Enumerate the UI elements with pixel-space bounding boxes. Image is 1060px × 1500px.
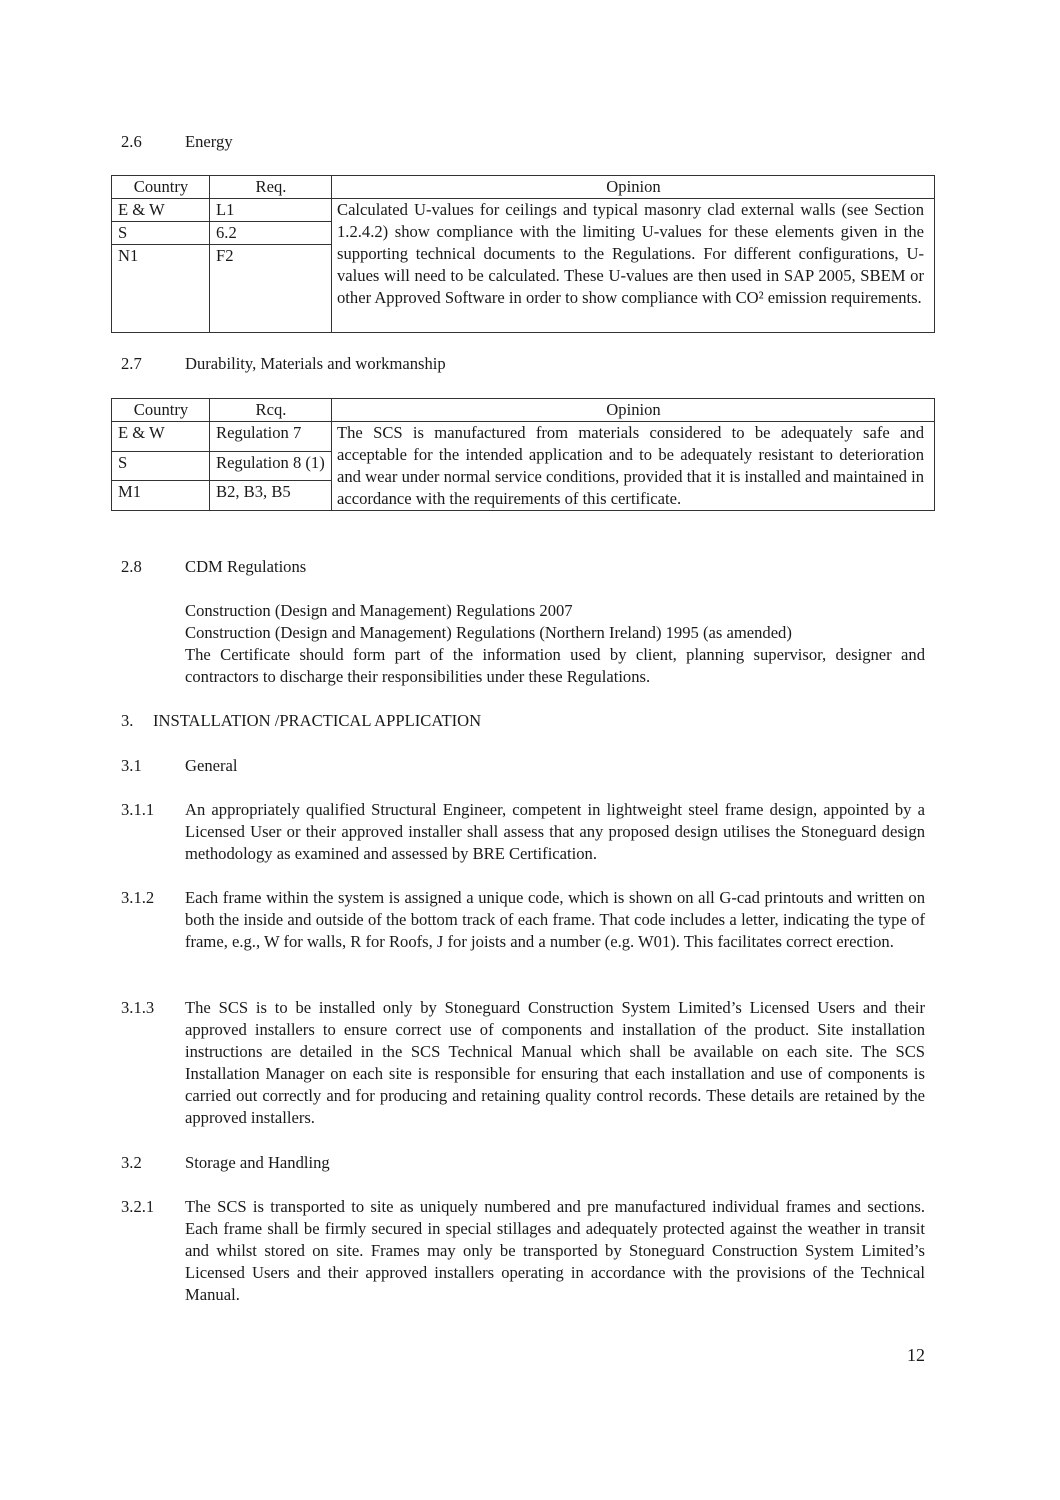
country-cell: S [112, 451, 210, 481]
cdm-regulation-ni: Construction (Design and Management) Regulations (Northern Ireland) 1995 (as amended) [185, 623, 792, 642]
header-opinion: Opinion [332, 399, 935, 422]
section-title: Energy [185, 132, 233, 151]
table-header-row [112, 176, 935, 199]
paragraph-number: 3.1.3 [121, 998, 155, 1017]
header-opinion: Opinion [332, 176, 935, 199]
paragraph-number: 3.1.2 [121, 888, 155, 907]
opinion-cell: The SCS is manufactured from materials considered to be adequately safe and acceptable for the intended application and to be adequately resistant to deterioration and wear under normal service conditions, provided that it is installed and maintained in accordance with the requirements of this certificate. [332, 422, 935, 511]
country-cell: E & W [112, 422, 210, 452]
country-cell: S [112, 222, 210, 245]
section-title: General [185, 756, 238, 775]
section-title: INSTALLATION /PRACTICAL APPLICATION [153, 711, 482, 730]
energy-requirements-table [111, 175, 935, 333]
header-country: Country [112, 399, 210, 422]
table-row [112, 422, 935, 452]
paragraph-3-1-1 [121, 799, 925, 865]
req-cell: Regulation 8 (1) [210, 451, 332, 481]
section-title: Storage and Handling [185, 1153, 330, 1172]
section-number: 3.2 [121, 1153, 142, 1172]
header-req: Rcq. [210, 399, 332, 422]
paragraph-text: An appropriately qualified Structural Engineer, competent in lightweight steel frame design, appointed by a Licensed User or their approved installer shall assess that any proposed design utilises the Stoneguard design methodology as examined and assessed by BRE Certification. [185, 800, 925, 863]
header-req: Req. [210, 176, 332, 199]
section-number: 3.1 [121, 756, 142, 775]
paragraph-text: The SCS is transported to site as uniquely numbered and pre manufactured individual frames and sections. Each frame shall be firmly secured in special stillages and adequately protected against the weather in transit and whilst stored on site. Frames may only be transported by Stoneguard Construction System Limited’s Licensed Users and their approved installers operating in accordance with the provisions of the Technical Manual. [185, 1197, 925, 1304]
section-number: 2.6 [121, 132, 142, 151]
section-3-2-heading [121, 1152, 330, 1174]
table-header-row [112, 399, 935, 422]
section-2-7-heading [121, 353, 446, 375]
paragraph-text: The SCS is to be installed only by Stoneguard Construction System Limited’s Licensed Users and their approved installers to ensure correct use of components and installation of the product. Site installation instructions are detailed in the SCS Technical Manual which shall be available on each site. The SCS Installation Manager on each site is responsible for ensuring that each installation and use of components is carried out correctly and for producing and retaining quality control records. These details are retained by the approved installers. [185, 998, 925, 1127]
section-number: 2.8 [121, 557, 142, 576]
section-title: CDM Regulations [185, 557, 307, 576]
section-3-heading [121, 710, 481, 732]
header-country: Country [112, 176, 210, 199]
durability-requirements-table [111, 398, 935, 511]
country-cell: N1 [112, 245, 210, 333]
section-3-1-heading [121, 755, 238, 777]
paragraph-3-1-2 [121, 887, 925, 953]
req-cell: L1 [210, 199, 332, 222]
section-number: 3. [121, 711, 134, 730]
paragraph-3-1-3 [121, 997, 925, 1129]
section-title: Durability, Materials and workmanship [185, 354, 446, 373]
country-cell: E & W [112, 199, 210, 222]
req-cell: B2, B3, B5 [210, 481, 332, 511]
section-number: 2.7 [121, 354, 142, 373]
paragraph-number: 3.2.1 [121, 1197, 155, 1216]
section-2-6-heading [121, 131, 233, 153]
req-cell: 6.2 [210, 222, 332, 245]
req-cell: Regulation 7 [210, 422, 332, 452]
table-row [112, 199, 935, 222]
cdm-regulation-2007: Construction (Design and Management) Regulations 2007 [185, 601, 573, 620]
paragraph-3-2-1 [121, 1196, 925, 1306]
req-cell: F2 [210, 245, 332, 333]
section-2-8-heading [121, 556, 306, 578]
cdm-paragraph: The Certificate should form part of the information used by client, planning supervisor, designer and contractors to discharge their responsibilities under these Regulations. [185, 645, 925, 686]
paragraph-text: Each frame within the system is assigned a unique code, which is shown on all G-cad printouts and written on both the inside and outside of the bottom track of each frame. That code includes a letter, indicating the type of frame, e.g., W for walls, R for Roofs, J for joists and a number (e.g. W01). This facilitates correct erection. [185, 888, 925, 951]
page-number: 12 [907, 1345, 925, 1365]
country-cell: M1 [112, 481, 210, 511]
opinion-cell: Calculated U-values for ceilings and typical masonry clad external walls (see Section 1.2.4.2) show compliance with the limiting U-values for these elements given in the supporting technical documents to the Regulations. For different configurations, U-values will need to be calculated. These U-values are then used in SAP 2005, SBEM or other Approved Software in order to show compliance with CO² emission requirements. [332, 199, 935, 333]
paragraph-number: 3.1.1 [121, 800, 155, 819]
